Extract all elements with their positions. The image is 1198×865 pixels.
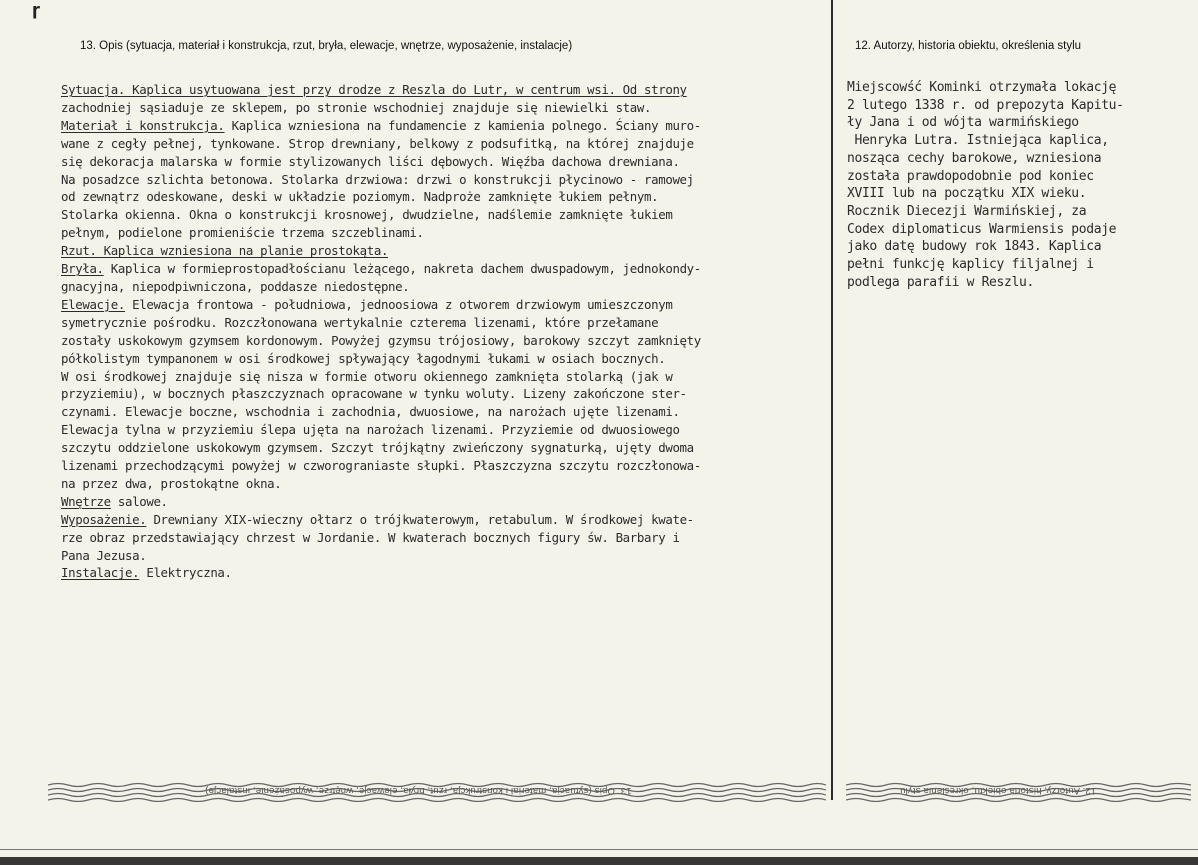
text-line: Miejscowść Kominki otrzymała lokację	[847, 80, 1117, 95]
text-line	[61, 547, 701, 565]
text-line: ły Jana i od wójta warmińskiego	[847, 115, 1079, 131]
footer-label-right: 12. Autorzy, historia obiektu, określenia stylu	[900, 785, 1097, 796]
text-segment: przyziemiu), w bocznych płaszczyznach opracowane w tynku woluty. Lizeny zakończone ster-	[61, 386, 687, 402]
text-line	[61, 224, 701, 242]
text-segment: Kaplica w formieprostopadłościanu leżącego, nakreta dachem dwuspadowym, jednokondy-	[103, 261, 701, 277]
text-segment: półkolistym tympanonem w osi środkowej spływający łagodnymi łukami w osiach bocznych.	[61, 350, 666, 366]
text-segment: symetrycznie pośrodku. Rozczłonowana wertykalnie czterema lizenami, które przełamane	[61, 314, 659, 330]
text-segment: wane z cegły pełnej, tynkowane. Strop drewniany, belkowy z podsufitką, na której znajduje	[61, 135, 694, 151]
text-segment: zachodniej sąsiaduje ze sklepem, po stronie wschodniej znajduje się niewielki staw.	[61, 99, 652, 115]
text-line	[61, 457, 701, 475]
text-line	[61, 135, 701, 153]
text-line	[61, 153, 701, 171]
column-divider	[831, 0, 833, 800]
footer-label-left: 13. Opis (sytuacja, materiał i konstrukcja, rzut, bryła, elewacje, wnętrze, wyposażenie, instalacje)	[205, 785, 632, 796]
text-line	[61, 493, 701, 511]
text-line	[61, 296, 701, 314]
text-line	[61, 368, 701, 386]
text-line: Codex diplomaticus Warmiensis podaje	[847, 221, 1117, 237]
text-segment: Kaplica wzniesiona na fundamencie z kamienia polnego. Ściany muro-	[224, 117, 701, 133]
text-line	[61, 314, 701, 332]
text-segment: Na posadzce szlichta betonowa. Stolarka drzwiowa: drzwi o konstrukcji płycinowo - ramowej	[61, 171, 694, 187]
text-line	[61, 117, 701, 135]
text-line	[61, 475, 701, 493]
text-line	[61, 511, 701, 529]
text-line	[61, 99, 701, 117]
text-segment: rze obraz przedstawiający chrzest w Jordanie. W kwaterach bocznych figury św. Barbary i	[61, 529, 680, 545]
underlined-heading: Wnętrze	[61, 493, 111, 509]
text-segment: Pana Jezusa.	[61, 547, 147, 563]
sheet-bottom-edge	[0, 849, 1198, 850]
text-line	[61, 260, 701, 278]
text-line	[61, 206, 701, 224]
text-segment: Elektryczna.	[139, 565, 232, 581]
underlined-heading: Sytuacja. Kaplica usytuowana jest przy drodze z Reszla do Lutr, w centrum wsi. Od strony	[61, 82, 687, 97]
text-segment: pełnym, podielone promieniście trzema szczeblinami.	[61, 225, 424, 241]
section-13-header: 13. Opis (sytuacja, materiał i konstrukcja, rzut, bryła, elewacje, wnętrze, wyposażenie, instalacje)	[80, 40, 573, 52]
history-text	[847, 79, 1124, 291]
text-segment: Drewniany XIX-wieczny ołtarz o trójkwaterowym, retabulum. W środkowej kwate-	[146, 511, 694, 527]
text-line: jako datę budowy rok 1843. Kaplica	[847, 239, 1102, 255]
text-line: Rocznik Diecezji Warmińskiej, za	[847, 203, 1087, 219]
text-line: podlega parafii w Reszlu.	[847, 274, 1034, 290]
text-line: XVIII lub na początku XIX wieku.	[847, 186, 1087, 202]
text-line	[61, 332, 701, 350]
text-segment: czynami. Elewacje boczne, wschodnia i zachodnia, dwuosiowe, na narożach ujęte lizenami.	[61, 404, 680, 420]
text-line: pełni funkcję kaplicy filjalnej i	[847, 257, 1094, 273]
text-line: 2 lutego 1338 r. od prepozyta Kapitu-	[847, 97, 1124, 113]
underlined-heading: Bryła.	[61, 261, 104, 277]
underlined-heading: Instalacje.	[61, 565, 140, 581]
text-line	[61, 403, 701, 421]
text-line	[61, 421, 701, 439]
text-segment: na przez dwa, prostokątne okna.	[61, 475, 282, 491]
text-line	[61, 188, 701, 206]
text-segment: W osi środkowej znajduje się nisza w formie otworu okiennego zamknięta stolarką (jak w	[61, 368, 673, 384]
description-text	[61, 81, 701, 582]
text-line	[61, 529, 701, 547]
text-line	[61, 564, 701, 582]
text-segment: salowe.	[110, 493, 168, 509]
text-line: Henryka Lutra. Istniejąca kaplica,	[847, 133, 1109, 149]
underlined-heading: Wyposażenie.	[61, 511, 147, 527]
text-line: została prawdopodobnie pod koniec	[847, 168, 1094, 184]
text-segment: się dekoracja malarska w formie stylizowanych liści dębowych. Więźba dachowa drewniana.	[61, 153, 680, 169]
text-segment: gnacyjna, niepodpiwniczona, poddasze niedostępne.	[61, 278, 410, 294]
text-line	[61, 385, 701, 403]
text-line	[61, 278, 701, 296]
section-12-header: 12. Autorzy, historia obiektu, określenia stylu	[855, 40, 1082, 52]
text-segment: lizenami przechodzącymi powyżej w czworograniaste słupki. Płaszczyzna szczytu rozczłonowa-	[61, 458, 701, 474]
underlined-heading: Elewacje.	[61, 296, 125, 312]
text-line	[61, 350, 701, 368]
underlined-heading: Materiał i konstrukcja.	[61, 117, 225, 133]
text-line	[61, 439, 701, 457]
text-line	[61, 81, 701, 99]
text-line	[61, 171, 701, 189]
text-segment: od zewnątrz odeskowane, deski w układzie poziomym. Nadproże zamknięte łukiem pełnym.	[61, 189, 659, 205]
text-segment: Stolarka okienna. Okna o konstrukcji krosnowej, dwudzielne, nadślemie zamknięte łukiem	[61, 207, 673, 223]
corner-mark: ɼ	[32, 0, 40, 19]
text-line	[61, 242, 701, 260]
text-segment: szczytu oddzielone uskokowym gzymsem. Szczyt trójkątny zwieńczony sygnaturką, ujęty dwoma	[61, 440, 694, 456]
text-line: nosząca cechy barokowe, wzniesiona	[847, 150, 1102, 166]
text-segment: zostały uskokowym gzymsem kordonowym. Powyżej gzymsu trójosiowy, barokowy szczyt zamknięty	[61, 332, 701, 348]
underlined-heading: Rzut. Kaplica wzniesiona na planie prostokąta.	[61, 243, 389, 259]
text-segment: Elewacja tylna w przyziemiu ślepa ujęta na narożach lizenami. Przyziemie od dwuosiowego	[61, 422, 680, 438]
text-segment: Elewacja frontowa - południowa, jednoosiowa z otworem drzwiowym umieszczonym	[125, 296, 673, 312]
